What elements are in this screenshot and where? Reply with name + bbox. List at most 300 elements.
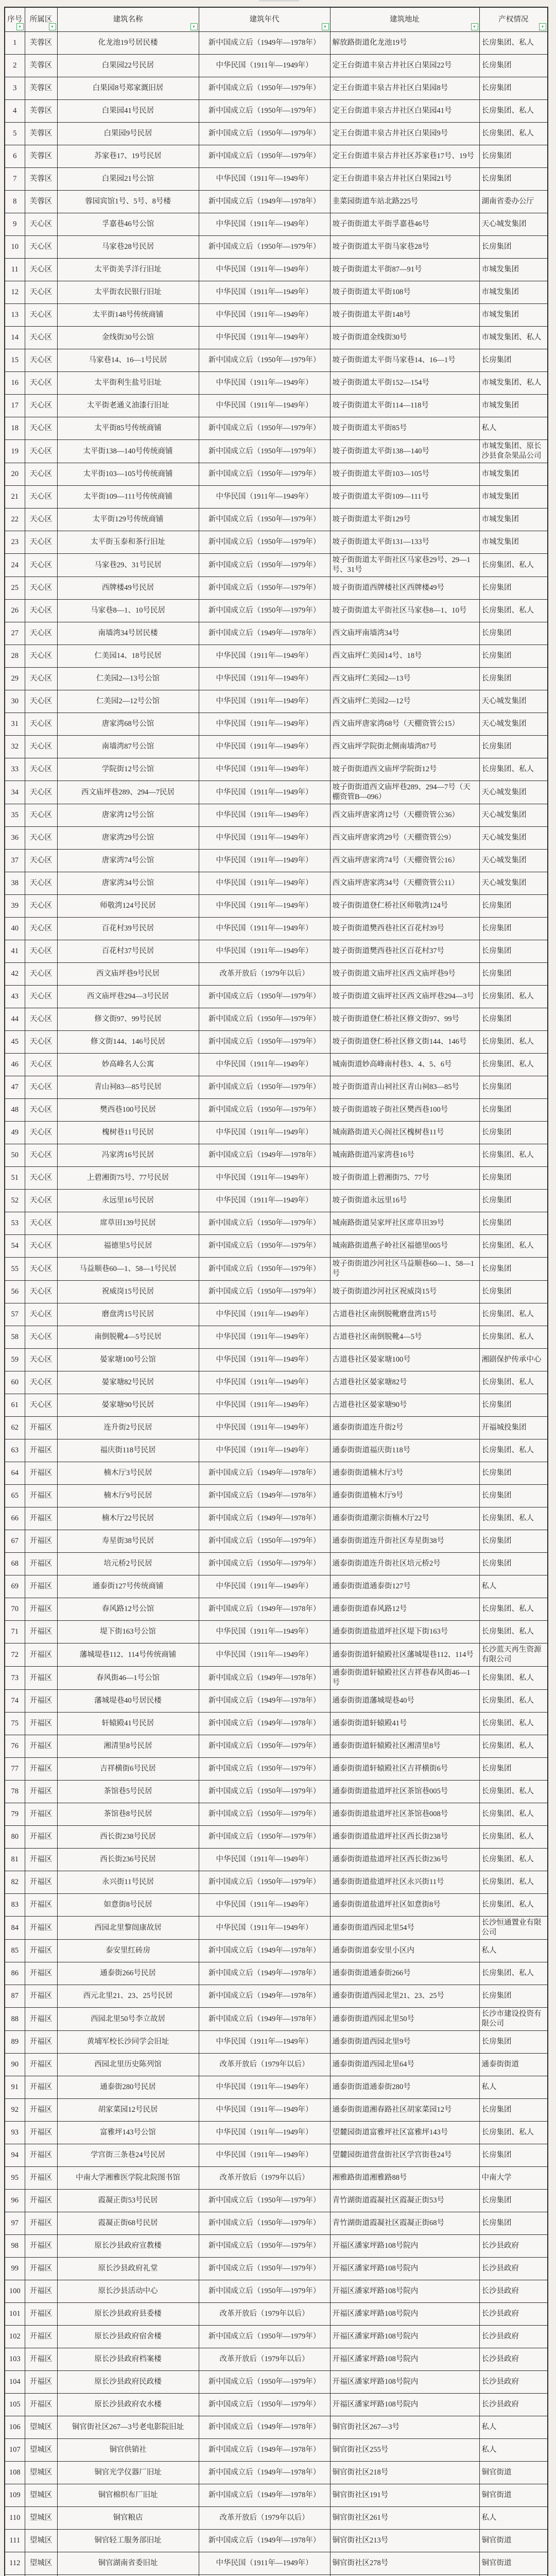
cell-district: 望城区 (25, 2552, 57, 2575)
cell-building-name: 晏家塘100号公馆 (57, 1349, 199, 1371)
cell-ownership: 长房集团 (479, 918, 548, 940)
table-row (5, 1485, 548, 1507)
cell-building-name: 白果园22号民居 (57, 55, 199, 77)
cell-building-era: 新中国成立后（1949年—1978年） (199, 2008, 330, 2031)
cell-district: 开福区 (25, 2235, 57, 2258)
cell-building-address: 通泰街街道潮宗街楠木厅22号 (330, 1507, 479, 1530)
cell-building-name: 金线街30号公馆 (57, 327, 199, 349)
cell-building-address (330, 2575, 479, 2576)
cell-building-era: 新中国成立后（1950年—1979年） (199, 2212, 330, 2235)
cell-building-address: 古道巷社区晏家塘82号 (330, 1371, 479, 1394)
cell-building-address: 开福区潘家坪路108号院内 (330, 2371, 479, 2394)
cell-building-era: 新中国成立后（1950年—1979年） (199, 145, 330, 168)
table-row (5, 417, 548, 440)
cell-ownership: 天心城发集团 (479, 872, 548, 895)
cell-building-address: 通泰街街道西园北里54号 (330, 1917, 479, 1940)
cell-building-era: 中华民国（1911年—1949年） (199, 1575, 330, 1598)
cell-building-era: 新中国成立后（1949年—1978年） (199, 2416, 330, 2439)
cell-building-era: 新中国成立后（1950年—1979年） (199, 1281, 330, 1303)
table-row (5, 1394, 548, 1417)
table-row (5, 2280, 548, 2303)
cell-index: 97 (5, 2212, 25, 2235)
cell-building-era: 新中国成立后（1950年—1979年） (199, 1735, 330, 1758)
cell-building-address: 西文庙坪学院街北侧南墙湾87号 (330, 736, 479, 758)
cell-building-name: 铜官街社区267—3号老电影院旧址 (57, 2416, 199, 2439)
cell-ownership: 长房集团 (479, 1190, 548, 1212)
cell-ownership: 市城发集团 (479, 259, 548, 281)
cell-index: 46 (5, 1054, 25, 1076)
cell-index: 52 (5, 1190, 25, 1212)
header-cell-district (25, 7, 57, 32)
cell-building-era: 新中国成立后（1949年—1978年） (199, 1485, 330, 1507)
cell-building-name: 霞凝正街53号民居 (57, 2190, 199, 2212)
cell-district: 开福区 (25, 2031, 57, 2054)
cell-building-era: 改革开放后（1979年以后） (199, 2167, 330, 2190)
cell-index: 87 (5, 1985, 25, 2008)
cell-ownership: 长房集团 (479, 1530, 548, 1553)
cell-index: 106 (5, 2416, 25, 2439)
cell-index: 94 (5, 2144, 25, 2167)
cell-index: 109 (5, 2484, 25, 2507)
cell-ownership: 长沙县政府 (479, 2235, 548, 2258)
table-row (5, 1144, 548, 1167)
table-row (5, 1417, 548, 1439)
cell-building-address: 坡子街街道永远里16号 (330, 1190, 479, 1212)
cell-ownership: 长房集团、私人 (479, 1371, 548, 1394)
cell-building-name: 原长沙县政府档案楼 (57, 2348, 199, 2371)
cell-building-address: 坡子街街道太平街152—154号 (330, 372, 479, 395)
cell-ownership: 市城发集团 (479, 531, 548, 554)
cell-index: 69 (5, 1575, 25, 1598)
cell-building-name: 太平街美孚洋行旧址 (57, 259, 199, 281)
cell-building-address: 通泰街街道轩辕殿社区吉祥巷春风街46—1号 (330, 1667, 479, 1690)
cell-district: 开福区 (25, 2394, 57, 2416)
cell-building-era: 新中国成立后（1950年—1979年） (199, 1826, 330, 1849)
cell-index: 104 (5, 2371, 25, 2394)
table-row (5, 2235, 548, 2258)
cell-building-address: 通泰街街道盐道坪社区西长街238号 (330, 1826, 479, 1849)
cell-district: 天心区 (25, 713, 57, 736)
cell-building-era: 新中国成立后（1950年—1979年） (199, 236, 330, 259)
cell-district: 天心区 (25, 622, 57, 645)
table-row (5, 1099, 548, 1122)
cell-building-name: 南墙湾87号公馆 (57, 736, 199, 758)
cell-building-name: 晏家塘90号民居 (57, 1394, 199, 1417)
cell-building-address: 通泰街街道楠木厅3号 (330, 1462, 479, 1485)
cell-ownership: 市城发集团 (479, 486, 548, 509)
cell-building-address: 通泰街街道泰安里小区内 (330, 1940, 479, 1962)
cell-building-name: 磨盘湾15号民居 (57, 1303, 199, 1326)
cell-building-era: 改革开放后（1979年以后） (199, 2303, 330, 2326)
cell-building-name: 仁美园2—12号公馆 (57, 690, 199, 713)
cell-building-name: 原长沙县政府宿舍楼 (57, 2326, 199, 2348)
cell-ownership: 长沙县政府 (479, 2303, 548, 2326)
cell-ownership: 长房集团、私人 (479, 1849, 548, 1871)
cell-building-name: 马益顺巷60—1、58—1号民居 (57, 1258, 199, 1281)
cell-building-name: 西园北里50号李立故居 (57, 2008, 199, 2031)
cell-building-era: 改革开放后（1979年以后） (199, 963, 330, 986)
cell-ownership: 开福城投集团 (479, 1417, 548, 1439)
cell-index: 2 (5, 55, 25, 77)
cell-index: 84 (5, 1917, 25, 1940)
cell-building-era: 新中国成立后（1949年—1978年） (199, 1962, 330, 1985)
cell-district: 开福区 (25, 1781, 57, 1803)
table-row (5, 1008, 548, 1031)
cell-district: 天心区 (25, 1303, 57, 1326)
cell-building-address: 定王台街道丰泉古井社区白果园22号 (330, 55, 479, 77)
cell-building-era: 新中国成立后（1950年—1979年） (199, 2371, 330, 2394)
cell-district: 天心区 (25, 440, 57, 463)
cell-building-era: 中华民国（1911年—1949年） (199, 2031, 330, 2054)
cell-ownership: 长房集团 (479, 1985, 548, 2008)
filter-dropdown-icon[interactable]: ▼ (322, 23, 329, 30)
cell-district: 天心区 (25, 1326, 57, 1349)
cell-building-era: 中华民国（1911年—1949年） (199, 259, 330, 281)
cell-building-name: 铜官粮店 (57, 2507, 199, 2530)
cell-district: 天心区 (25, 304, 57, 327)
cell-district: 开福区 (25, 1507, 57, 1530)
cell-building-era: 新中国成立后（1950年—1979年） (199, 1530, 330, 1553)
cell-district: 天心区 (25, 918, 57, 940)
table-row (5, 1076, 548, 1099)
cell-ownership: 铜官街道 (479, 2552, 548, 2575)
cell-building-era: 中华民国（1911年—1949年） (199, 395, 330, 417)
cell-building-name: 富雅坪143号公馆 (57, 2122, 199, 2144)
cell-building-name: 西园北里黎闿康故居 (57, 1917, 199, 1940)
cell-index: 51 (5, 1167, 25, 1190)
table-row (5, 55, 548, 77)
cell-building-address: 坡子街街道太平街148号 (330, 304, 479, 327)
cell-ownership: 长房集团、私人 (479, 1894, 548, 1917)
cell-ownership: 长房集团、私人 (479, 1303, 548, 1326)
cell-district: 天心区 (25, 1008, 57, 1031)
cell-ownership: 长房集团、私人 (479, 1439, 548, 1462)
cell-building-era: 中华民国（1911年—1949年） (199, 1303, 330, 1326)
cell-district: 天心区 (25, 736, 57, 758)
cell-building-address: 西文庙坪仁美园2—13号 (330, 668, 479, 690)
cell-district: 开福区 (25, 2054, 57, 2076)
cell-building-era: 新中国成立后（1950年—1979年） (199, 2394, 330, 2416)
cell-index: 13 (5, 304, 25, 327)
cell-index: 3 (5, 77, 25, 100)
cell-district: 开福区 (25, 1553, 57, 1575)
table-row (5, 145, 548, 168)
cell-building-name: 太平街129号传统商铺 (57, 509, 199, 531)
cell-building-era: 新中国成立后（1950年—1979年） (199, 2280, 330, 2303)
cell-building-address: 通泰街街道西园北里21、23、25号 (330, 1985, 479, 2008)
cell-index: 37 (5, 850, 25, 872)
cell-building-name: 白果园41号民居 (57, 100, 199, 123)
cell-ownership: 长房集团 (479, 1758, 548, 1781)
table-row (5, 2530, 548, 2552)
cell-building-name: 春风路12号公馆 (57, 1598, 199, 1621)
cell-building-address: 通泰街街道轩辕殿社区湘清里8号 (330, 1735, 479, 1758)
cell-ownership: 长房集团 (479, 2190, 548, 2212)
table-row (5, 372, 548, 395)
cell-building-era: 中华民国（1911年—1949年） (199, 213, 330, 236)
filter-dropdown-icon[interactable]: ▼ (190, 23, 198, 30)
cell-building-era: 中华民国（1911年—1949年） (199, 2099, 330, 2122)
cell-building-name: 西文庙坪巷9号民居 (57, 963, 199, 986)
cell-building-era: 中华民国（1911年—1949年） (199, 895, 330, 918)
cell-building-era: 中华民国（1911年—1949年） (199, 736, 330, 758)
cell-building-era: 新中国成立后（1949年—1978年） (199, 1144, 330, 1167)
cell-building-name: 学院街12号公馆 (57, 758, 199, 781)
cell-index: 35 (5, 804, 25, 827)
cell-ownership: 长房集团、私人 (479, 600, 548, 622)
cell-building-address: 坡子街街道坡子街社区樊西巷100号 (330, 1099, 479, 1122)
cell-building-era: 新中国成立后（1950年—1979年） (199, 577, 330, 600)
cell-index: 25 (5, 577, 25, 600)
cell-building-address: 铜官街社区278号 (330, 2552, 479, 2575)
heritage-buildings-table (4, 7, 548, 2576)
cell-district: 开福区 (25, 2122, 57, 2144)
cell-building-name: 太平街138—140号传统商铺 (57, 440, 199, 463)
cell-index: 40 (5, 918, 25, 940)
cell-building-name: 福德里5号民居 (57, 1235, 199, 1258)
cell-building-address: 通泰街街道轩辕殿社区藩城堤巷112、114号 (330, 1643, 479, 1667)
table-row (5, 213, 548, 236)
cell-index: 90 (5, 2054, 25, 2076)
table-row (5, 2462, 548, 2484)
cell-index: 36 (5, 827, 25, 850)
cell-index: 12 (5, 281, 25, 304)
cell-building-era: 中华民国（1911年—1949年） (199, 168, 330, 191)
cell-building-era: 新中国成立后（1950年—1979年） (199, 1008, 330, 1031)
cell-building-address: 通泰街街道盐道坪社区茶馆巷005号 (330, 1781, 479, 1803)
cell-ownership: 长房集团 (479, 1281, 548, 1303)
table-row (5, 1303, 548, 1326)
cell-index: 29 (5, 668, 25, 690)
cell-district: 天心区 (25, 758, 57, 781)
table-row (5, 509, 548, 531)
cell-district: 天心区 (25, 349, 57, 372)
cell-building-era: 新中国成立后（1949年—1978年） (199, 2462, 330, 2484)
cell-index: 100 (5, 2280, 25, 2303)
table-row (5, 2167, 548, 2190)
cell-building-name: 唐家湾34号公馆 (57, 872, 199, 895)
cell-index: 20 (5, 463, 25, 486)
table-row (5, 1235, 548, 1258)
cell-building-era: 中华民国（1911年—1949年） (199, 1439, 330, 1462)
cell-building-era: 新中国成立后（1950年—1979年） (199, 1212, 330, 1235)
cell-district: 芙蓉区 (25, 123, 57, 145)
cell-district: 望城区 (25, 2439, 57, 2462)
cell-building-name: 楠木厅3号民居 (57, 1462, 199, 1485)
filter-dropdown-icon[interactable]: ▼ (49, 23, 56, 30)
filter-dropdown-icon[interactable]: ▼ (539, 23, 546, 30)
cell-building-address: 坡子街街道登仁桥社区师敬湾124号 (330, 895, 479, 918)
table-row (5, 1167, 548, 1190)
cell-index: 38 (5, 872, 25, 895)
cell-building-name: 百花村39号民居 (57, 918, 199, 940)
table-row (5, 1826, 548, 1849)
table-row (5, 2054, 548, 2076)
cell-building-era: 新中国成立后（1949年—1978年） (199, 2439, 330, 2462)
cell-building-address: 坡子街街道太平街138—140号 (330, 440, 479, 463)
cell-building-address: 坡子街街道太平街103—105号 (330, 463, 479, 486)
filter-dropdown-icon[interactable]: ▼ (471, 23, 478, 30)
cell-building-address: 湘雅路街道湘雅路88号 (330, 2167, 479, 2190)
cell-ownership: 长房集团 (479, 1553, 548, 1575)
table-row (5, 327, 548, 349)
cell-district: 天心区 (25, 940, 57, 963)
cell-building-name: 太平街148号传统商铺 (57, 304, 199, 327)
cell-building-name: 藩城堤巷40号居民楼 (57, 1690, 199, 1713)
cell-index: 102 (5, 2326, 25, 2348)
cell-building-address: 古道巷社区晏家塘100号 (330, 1349, 479, 1371)
table-row (5, 804, 548, 827)
cell-ownership: 长沙县政府 (479, 2280, 548, 2303)
cell-building-name: 原长沙县活动中心 (57, 2280, 199, 2303)
cell-index: 105 (5, 2394, 25, 2416)
cell-index: 32 (5, 736, 25, 758)
cell-district: 天心区 (25, 827, 57, 850)
table-row (5, 986, 548, 1008)
cell-index: 61 (5, 1394, 25, 1417)
cell-building-era: 中华民国（1911年—1949年） (199, 1371, 330, 1394)
cell-building-address: 通泰街街道通泰街280号 (330, 2076, 479, 2099)
cell-ownership: 长房集团、私人 (479, 1031, 548, 1054)
cell-index: 65 (5, 1485, 25, 1507)
cell-index: 96 (5, 2190, 25, 2212)
cell-index: 19 (5, 440, 25, 463)
cell-building-address: 通泰街街道福庆街118号 (330, 1439, 479, 1462)
cell-ownership: 私人 (479, 417, 548, 440)
cell-building-era: 新中国成立后（1950年—1979年） (199, 463, 330, 486)
table-row (5, 1439, 548, 1462)
cell-index: 10 (5, 236, 25, 259)
cell-district: 开福区 (25, 1849, 57, 1871)
cell-ownership: 市城发集团、私人 (479, 372, 548, 395)
cell-building-era: 新中国成立后（1949年—1978年） (199, 1713, 330, 1735)
cell-ownership: 私人 (479, 2507, 548, 2530)
cell-district: 天心区 (25, 1122, 57, 1144)
cell-district: 开福区 (25, 1643, 57, 1667)
cell-ownership: 长房集团、私人 (479, 1803, 548, 1826)
cell-building-era: 中华民国（1911年—1949年） (199, 918, 330, 940)
cell-building-era (199, 2575, 330, 2576)
cell-ownership: 市城发集团 (479, 463, 548, 486)
cell-building-era: 新中国成立后（1949年—1978年） (199, 32, 330, 55)
cell-district: 天心区 (25, 463, 57, 486)
cell-building-name: 化龙池19号居民楼 (57, 32, 199, 55)
cell-building-name: 永远里16号民居 (57, 1190, 199, 1212)
cell-index: 68 (5, 1553, 25, 1575)
cell-ownership: 长房集团、私人 (479, 2122, 548, 2144)
cell-index: 72 (5, 1643, 25, 1667)
table-row (5, 2507, 548, 2530)
cell-building-address: 坡子街街道樊西巷社区百花村39号 (330, 918, 479, 940)
cell-building-address: 铜官街社区255号 (330, 2439, 479, 2462)
cell-index: 43 (5, 986, 25, 1008)
cell-building-era: 中华民国（1911年—1949年） (199, 827, 330, 850)
cell-district: 天心区 (25, 963, 57, 986)
cell-building-era: 新中国成立后（1949年—1978年） (199, 1940, 330, 1962)
table-row (5, 2144, 548, 2167)
cell-building-address: 坡子街街道上碧湘街75、77号 (330, 1167, 479, 1190)
table-row (5, 395, 548, 417)
cell-district: 望城区 (25, 2416, 57, 2439)
cell-index: 21 (5, 486, 25, 509)
cell-ownership: 长房集团 (479, 1394, 548, 1417)
cell-index: 23 (5, 531, 25, 554)
cell-district: 芙蓉区 (25, 77, 57, 100)
cell-building-name: 茶馆巷5号民居 (57, 1781, 199, 1803)
cell-ownership: 长房集团、私人 (479, 1326, 548, 1349)
cell-building-era: 中华民国（1911年—1949年） (199, 1349, 330, 1371)
cell-ownership: 长房集团 (479, 1099, 548, 1122)
cell-index: 47 (5, 1076, 25, 1099)
cell-index: 74 (5, 1690, 25, 1713)
cell-building-name: 白果园8号郑家溉旧居 (57, 77, 199, 100)
cropped-ui-fragment (259, 0, 299, 2)
cell-ownership: 中南大学 (479, 2167, 548, 2190)
cell-building-address: 定王台街道丰泉古井社区白果园41号 (330, 100, 479, 123)
table-row (5, 622, 548, 645)
cell-building-era: 中华民国（1911年—1949年） (199, 940, 330, 963)
cell-ownership: 长房集团、私人 (479, 1713, 548, 1735)
cell-building-era: 新中国成立后（1950年—1979年） (199, 1031, 330, 1054)
table-row (5, 2575, 548, 2576)
cell-building-name: 仁美园14、18号民居 (57, 645, 199, 668)
cell-building-era: 中华民国（1911年—1949年） (199, 1167, 330, 1190)
table-row (5, 1985, 548, 2008)
cell-building-address: 开福区潘家坪路108号院内 (330, 2303, 479, 2326)
cell-district: 天心区 (25, 804, 57, 827)
cell-index: 24 (5, 554, 25, 577)
cell-index: 5 (5, 123, 25, 145)
cell-building-era: 中华民国（1911年—1949年） (199, 486, 330, 509)
cell-index: 48 (5, 1099, 25, 1122)
cell-index: 49 (5, 1122, 25, 1144)
cell-building-address: 坡子街街道沙河社区马益顺巷60—1、58—1号 (330, 1258, 479, 1281)
cell-index: 26 (5, 600, 25, 622)
filter-dropdown-icon[interactable]: ▼ (16, 23, 24, 30)
cell-building-name: 轩辕殿41号民居 (57, 1713, 199, 1735)
cell-building-name: 西长街236号民居 (57, 1849, 199, 1871)
cell-building-name: 吉祥横街6号民居 (57, 1758, 199, 1781)
cell-building-era: 新中国成立后（1950年—1979年） (199, 1758, 330, 1781)
cell-district: 开福区 (25, 2258, 57, 2280)
cell-index: 55 (5, 1258, 25, 1281)
table-row (5, 736, 548, 758)
cell-building-name: 马家巷8—1、10号民居 (57, 600, 199, 622)
cell-building-era: 中华民国（1911年—1949年） (199, 304, 330, 327)
cell-building-name: 唐家湾29号公馆 (57, 827, 199, 850)
table-row (5, 1781, 548, 1803)
table-row (5, 281, 548, 304)
cell-district: 芙蓉区 (25, 191, 57, 213)
cell-district: 开福区 (25, 1917, 57, 1940)
cell-building-era: 新中国成立后（1949年—1978年） (199, 2530, 330, 2552)
cell-district: 天心区 (25, 986, 57, 1008)
cell-building-era: 新中国成立后（1950年—1979年） (199, 77, 330, 100)
cell-building-era: 中华民国（1911年—1949年） (199, 1849, 330, 1871)
cell-ownership: 长房集团 (479, 77, 548, 100)
cell-building-address: 青竹湖街道霞凝社区霞凝正街68号 (330, 2212, 479, 2235)
cell-district: 开福区 (25, 2348, 57, 2371)
cell-building-name: 太平街老通义油漆行旧址 (57, 395, 199, 417)
cell-ownership: 长房集团、私人 (479, 1826, 548, 1849)
cell-building-name: 百花村37号民居 (57, 940, 199, 963)
table-row (5, 1917, 548, 1940)
table-row (5, 236, 548, 259)
cell-building-address: 西文庙坪唐家湾74号（天棚资管公16） (330, 850, 479, 872)
cell-building-name: 如意街8号民居 (57, 1894, 199, 1917)
cell-building-era: 中华民国（1911年—1949年） (199, 1394, 330, 1417)
cell-ownership: 长房集团 (479, 55, 548, 77)
